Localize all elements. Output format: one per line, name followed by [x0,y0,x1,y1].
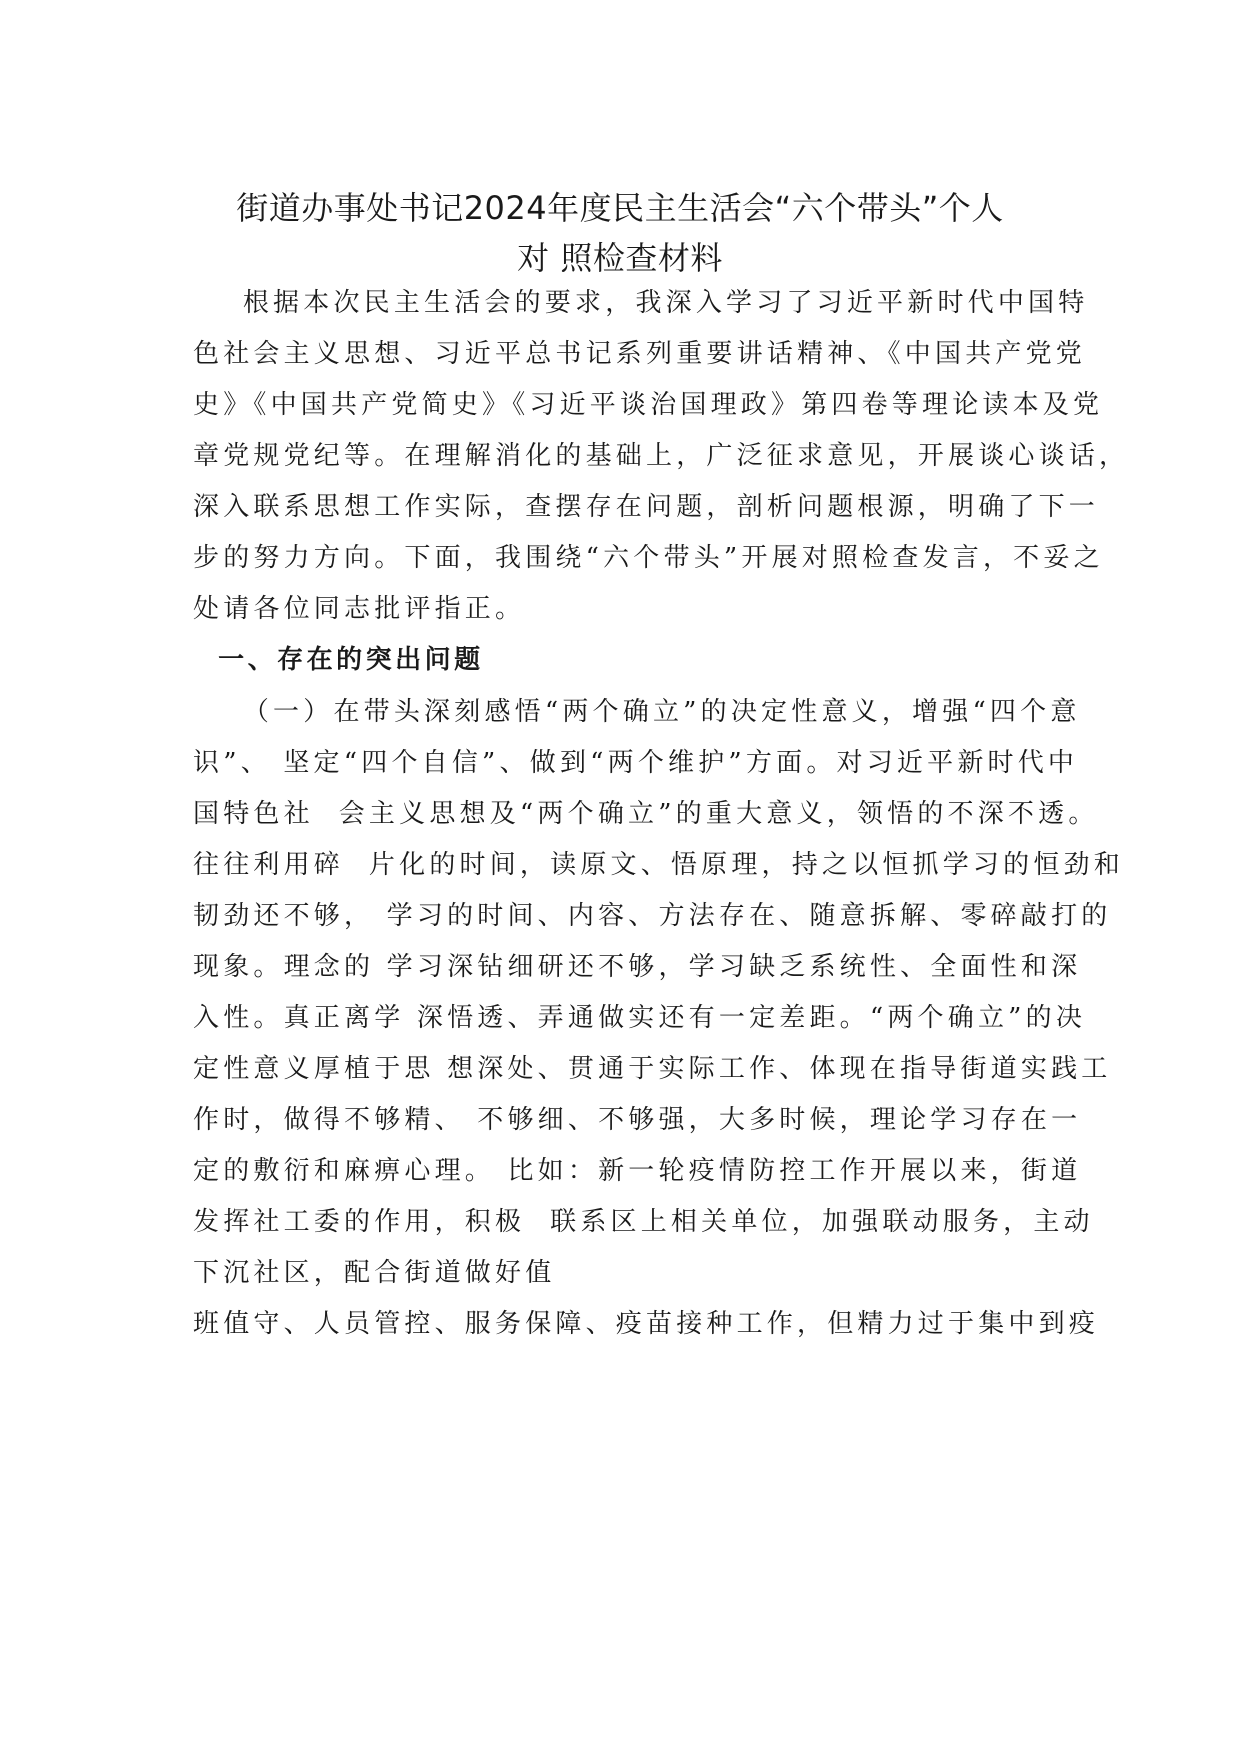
body-line: 识”、 坚定“四个自信”、做到“两个维护”方面。对习近平新时代中 [193,748,1079,778]
body-line: 定的敷衍和麻痹心理。 比如：新一轮疫情防控工作开展以来，街道 [193,1156,1082,1186]
body-line: 现象。理念的 学习深钻细研还不够，学习缺乏系统性、全面性和深 [193,952,1082,982]
body-line: 国特色社 会主义思想及“两个确立”的重大意义，领悟的不深不透。 [193,799,1099,829]
body-line: 入性。真正离学 深悟透、弄通做实还有一定差距。“两个确立”的决 [193,1003,1087,1033]
document-title-line-2: 对 照检查材料 [517,239,723,277]
body-line: 定性意义厚植于思 想深处、贯通于实际工作、体现在指导街道实践工 [193,1054,1112,1084]
body-line: 下沉社区，配合街道做好值 [193,1258,556,1288]
body-line: 作时，做得不够精、 不够细、不够强，大多时候，理论学习存在一 [193,1105,1082,1135]
body-line: 深入联系思想工作实际，查摆存在问题，剖析问题根源，明确了下一 [193,492,1100,522]
body-line: （一）在带头深刻感悟“两个确立”的决定性意义，增强“四个意 [193,697,1081,727]
section-heading: 一、存在的突出问题 [193,645,484,675]
body-line: 处请各位同志批评指正。 [193,594,526,624]
body-line: 班值守、人员管控、服务保障、疫苗接种工作，但精力过于集中到疫 [193,1309,1100,1339]
document-title-line-1: 街道办事处书记2024年度民主生活会“六个带头”个人 [236,189,1004,227]
body-line: 发挥社工委的作用，积极 联系区上相关单位，加强联动服务，主动 [193,1207,1094,1237]
body-line: 根据本次民主生活会的要求，我深入学习了习近平新时代中国特 [193,288,1089,318]
body-line: 往往利用碎 片化的时间，读原文、悟原理，持之以恒抓学习的恒劲和 [193,850,1124,880]
body-line: 步的努力方向。下面，我围绕“六个带头”开展对照检查发言，不妥之 [193,543,1104,573]
body-line: 史》《中国共产党简史》《习近平谈治国理政》第四卷等理论读本及党 [193,390,1104,420]
body-line: 章党规党纪等。在理解消化的基础上，广泛征求意见，开展谈心谈话， [193,441,1130,471]
body-line: 色社会主义思想、习近平总书记系列重要讲话精神、《中国共产党党 [193,339,1087,369]
body-line: 韧劲还不够， 学习的时间、内容、方法存在、随意拆解、零碎敲打的 [193,901,1112,931]
